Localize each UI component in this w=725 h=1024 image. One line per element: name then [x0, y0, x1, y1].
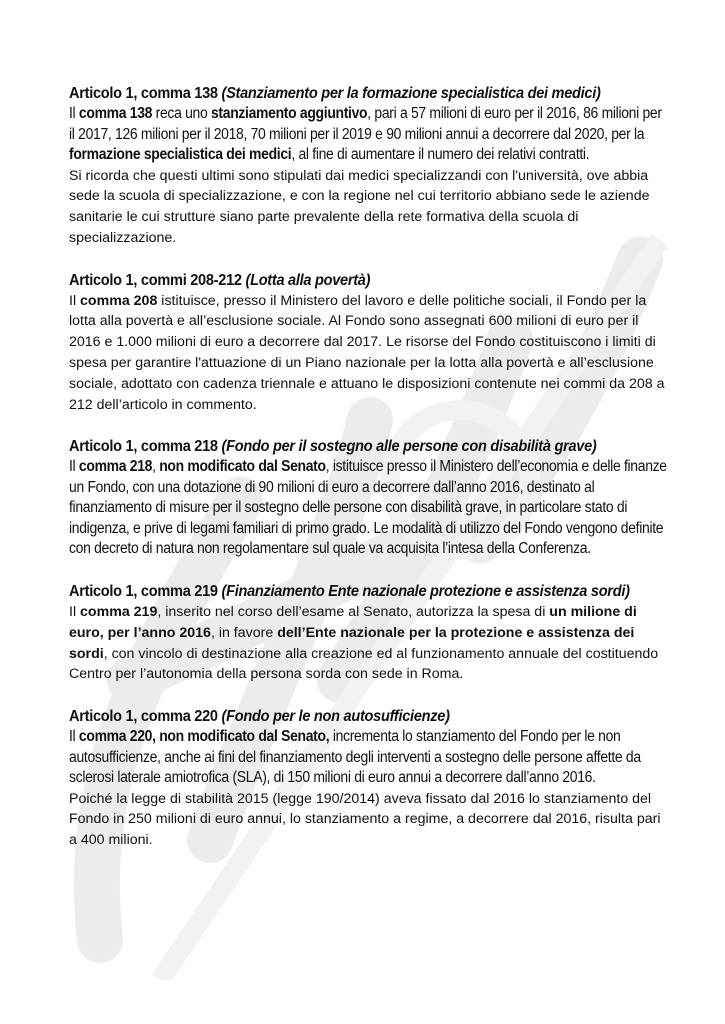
text-run: , inserito nel corso dell’esame al Senato, autorizza la spesa di	[157, 603, 550, 620]
text-run: Poiché la legge di stabilità 2015 (legge 190/2014) aveva fissato dal 2016 lo stanziamento del Fondo in 250 milioni di euro annui, lo stanziamento a regime, a decorrere dal 2016, risulta pari a 400 milioni.	[69, 790, 661, 849]
bold-text: comma 208	[80, 292, 158, 309]
text-run: reca uno	[152, 105, 211, 122]
text-run: Il	[69, 105, 79, 122]
heading-title: Articolo 1, comma 218	[69, 438, 218, 456]
heading-title: Articolo 1, comma 220	[69, 708, 218, 726]
bold-text: comma 218	[78, 458, 153, 476]
text-run: Il	[69, 728, 79, 746]
paragraph	[69, 291, 669, 416]
section-comma-138	[69, 84, 669, 249]
text-run: Il	[69, 458, 79, 476]
section-heading	[69, 582, 642, 602]
section-commi-208-212	[69, 271, 669, 416]
bold-text: comma 138	[78, 105, 153, 122]
section-heading	[69, 707, 671, 727]
heading-subtitle: (Fondo per le non autosufficienze)	[221, 708, 450, 726]
text-run: Si ricorda che questi ultimi sono stipulati dai medici specializzandi con l'università, ove abbia sede la scuola di specializzazione, e con la regione nel cui territorio abbiano sede le aziende sanitarie le cui strutture siano parte prevalente della rete formativa della scuola di specializzazione.	[69, 167, 650, 246]
heading-subtitle: (Finanziamento Ente nazionale protezione e assistenza sordi)	[221, 582, 630, 600]
bold-text: comma 219	[80, 603, 158, 620]
text-run: incrementa lo stanziamento del Fondo per le non autosufficienze, anche ai fini del finanziamento degli interventi a sostegno delle persone affette da sclerosi laterale amiotrofica (SLA), di 150 milioni di euro annui a decorrere dall’anno 2016.	[69, 728, 641, 787]
heading-subtitle: (Fondo per il sostegno alle persone con disabilità grave)	[221, 438, 597, 456]
heading-title: Articolo 1, comma 219	[69, 582, 218, 600]
paragraph	[69, 789, 669, 851]
section-comma-220	[69, 707, 669, 851]
paragraph	[69, 166, 669, 249]
paragraph	[69, 602, 669, 685]
text-run: ,	[152, 458, 160, 476]
bold-text: stanziamento aggiuntivo	[210, 105, 368, 122]
bold-text: comma 220, non modificato dal Senato,	[78, 728, 330, 746]
bold-text: formazione specialistica dei medici	[69, 146, 292, 163]
section-heading	[69, 271, 671, 291]
heading-subtitle: (Lotta alla povertà)	[245, 271, 371, 289]
section-comma-218	[69, 437, 669, 560]
text-run: , pari a 57 milioni di euro per il 2016, 86 milioni per il 2017, 126 milioni per il 2018, 70 milioni per il 2019 e 90 milioni annui a decorrere dal 2020, per la	[69, 105, 662, 143]
bold-text: non modificato dal Senato	[159, 458, 326, 476]
bold-text: dell’Ente nazionale per la protezione e assistenza dei sordi	[69, 624, 635, 662]
text-run: istituisce, presso il Ministero del lavoro e delle politiche sociali, il Fondo per la lotta alla povertà e all’esclusione sociale. Al Fondo sono assegnati 600 milioni di euro per il 2016 e 1.000 milioni di euro a decorrere dal 2017. Le risorse del Fondo costituiscono i limiti di spesa per garantire l'attuazione di un Piano nazionale per la lotta alla povertà e all’esclusione sociale, adottato con cadenza triennale e attuano le disposizioni contenute nei commi da 208 a 212 dell’articolo in commento.	[69, 292, 665, 413]
document-body	[69, 84, 669, 873]
paragraph	[69, 457, 668, 560]
text-run: , al fine di aumentare il numero dei relativi contratti.	[291, 146, 590, 163]
text-run: , con vincolo di destinazione alla creazione ed al funzionamento annuale del costituendo Centro per l’autonomia della persona sorda con sede in Roma.	[69, 645, 659, 683]
section-heading	[69, 437, 671, 457]
section-heading	[69, 84, 671, 104]
text-run: Il	[69, 292, 81, 309]
section-comma-219	[69, 582, 669, 685]
text-run: , in favore	[210, 624, 278, 641]
heading-title: Articolo 1, commi 208-212	[69, 271, 242, 289]
text-run: Il	[69, 603, 81, 620]
heading-subtitle: (Stanziamento per la formazione specialistica dei medici)	[221, 85, 601, 102]
paragraph	[69, 104, 668, 166]
bold-text: un milione di euro, per l’anno 2016	[69, 603, 637, 641]
paragraph	[69, 727, 668, 789]
text-run: , istituisce presso il Ministero dell’economia e delle finanze un Fondo, con una dotazione di 90 milioni di euro a decorrere dall’anno 2016, destinato al finanziamento di misure per il sostegno delle persone con disabilità grave, in particolare stato di indigenza, e prive di legami familiari di primo grado. Le modalità di utilizzo del Fondo vengono definite con decreto di natura non regolamentare sul quale va acquisita l’intesa della Conferenza.	[69, 458, 667, 558]
heading-title: Articolo 1, comma 138	[69, 85, 218, 102]
